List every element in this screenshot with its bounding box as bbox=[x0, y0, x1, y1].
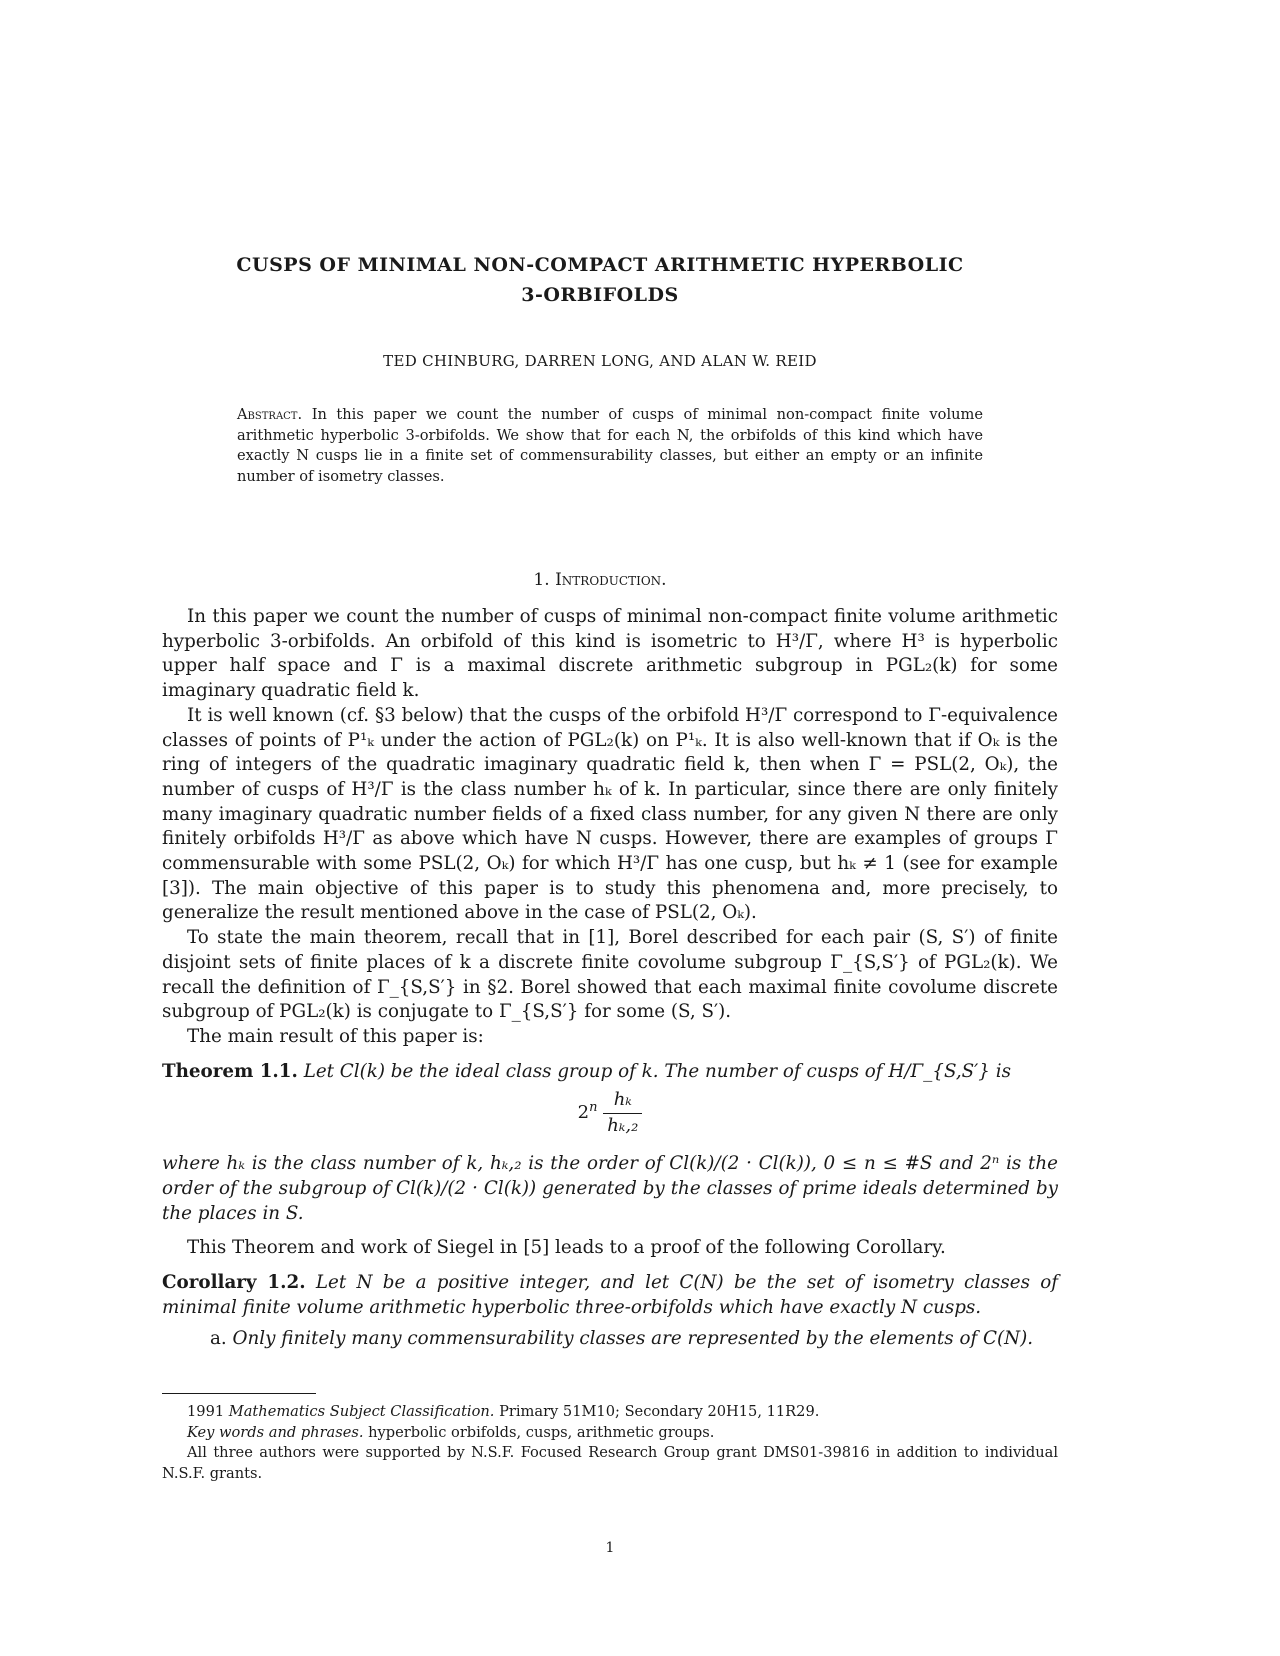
footnote-keywords-label: Key words and phrases. bbox=[187, 1423, 364, 1441]
footnote-keywords-text: hyperbolic orbifolds, cusps, arithmetic groups. bbox=[368, 1423, 715, 1441]
abstract-text: In this paper we count the number of cusps of minimal non-compact finite volume arithmetic hyperbolic 3-orbifolds. We show that for each N, the orbifolds of this kind which have exactly N cusps lie in a finite set of commensurability classes, but either an empty or an infinite number of isometry classes. bbox=[237, 406, 983, 485]
theorem-heading: Theorem 1.1. bbox=[162, 1060, 298, 1082]
paper-title bbox=[160, 250, 1040, 310]
item-a-label: a. bbox=[210, 1327, 227, 1349]
theorem-formula bbox=[162, 1088, 1058, 1146]
theorem-continuation: where hₖ is the class number of k, hₖ,₂ is the order of Cl(k)/(2 · Cl(k)), 0 ≤ n ≤ #S and 2ⁿ is the order of the subgroup of Cl(k)/(2 · Cl(k)) generated by the classes of prime ideals determined by the places in S. bbox=[162, 1153, 1058, 1224]
abstract-label: Abstract. bbox=[237, 406, 303, 423]
formula-fraction bbox=[603, 1088, 642, 1138]
footnote-msc-label: Mathematics Subject Classification. bbox=[228, 1403, 495, 1420]
page-number: 1 bbox=[605, 1540, 615, 1556]
footnote-msc-text: Primary 51M10; Secondary 20H15, 11R29. bbox=[499, 1403, 820, 1420]
corollary-text: Let N be a positive integer, and let C(N) be the set of isometry classes of minimal finite volume arithmetic hyperbolic three-orbifolds which have exactly N cusps. bbox=[162, 1272, 1059, 1318]
formula-exponent: n bbox=[589, 1100, 598, 1116]
formula-numerator: hₖ bbox=[603, 1088, 642, 1114]
footnote-support: All three authors were supported by N.S.F. Focused Research Group grant DMS01-39816 in addition to individual N.S.F. grants. bbox=[162, 1444, 1058, 1482]
theorem-statement bbox=[162, 1060, 1058, 1085]
corollary-heading: Corollary 1.2. bbox=[162, 1272, 306, 1294]
footnote-msc-year: 1991 bbox=[187, 1403, 225, 1420]
item-a-text: Only finitely many commensurability classes are represented by the elements of C(N). bbox=[232, 1327, 1034, 1349]
section-title: Introduction. bbox=[555, 570, 667, 590]
formula-base: 2 bbox=[577, 1102, 590, 1124]
paragraph-1: In this paper we count the number of cusps of minimal non-compact finite volume arithmetic hyperbolic 3-orbifolds. An orbifold of this kind is isometric to H³/Γ, where H³ is hyperbolic upper half space and Γ is a maximal discrete arithmetic subgroup in PGL₂(k) for some imaginary quadratic field k. bbox=[162, 606, 1058, 702]
section-number: 1. bbox=[533, 570, 550, 590]
title-line-2: 3-ORBIFOLDS bbox=[521, 284, 679, 306]
corollary-statement bbox=[162, 1271, 1058, 1320]
theorem-text: Let Cl(k) be the ideal class group of k. The number of cusps of H/Γ_{S,S′} is bbox=[303, 1060, 1011, 1082]
body-text bbox=[162, 605, 1058, 1351]
paragraph-3: To state the main theorem, recall that in [1], Borel described for each pair (S, S′) of finite disjoint sets of finite places of k a discrete finite covolume subgroup Γ_{S,S′} of PGL₂(k). We recall the definition of Γ_{S,S′} in §2. Borel showed that each maximal finite covolume discrete subgroup of PGL₂(k) is conjugate to Γ_{S,S′} for some (S, S′). bbox=[162, 927, 1058, 1023]
paragraph-5: This Theorem and work of Siegel in [5] leads to a proof of the following Corollary. bbox=[187, 1237, 946, 1259]
formula-denominator: hₖ,₂ bbox=[607, 1115, 639, 1137]
footnotes bbox=[162, 1402, 1058, 1484]
author-list: TED CHINBURG, DARREN LONG, AND ALAN W. REID bbox=[383, 352, 817, 370]
title-line-1: CUSPS OF MINIMAL NON-COMPACT ARITHMETIC HYPERBOLIC bbox=[236, 254, 964, 276]
footnote-rule bbox=[162, 1393, 316, 1394]
paragraph-4: The main result of this paper is: bbox=[187, 1025, 484, 1047]
corollary-item-a bbox=[162, 1327, 1058, 1352]
paragraph-2: It is well known (cf. §3 below) that the cusps of the orbifold H³/Γ correspond to Γ-equivalence classes of points of P¹ₖ under the action of PGL₂(k) on P¹ₖ. It is also well-known that if Oₖ is the ring of integers of the quadratic imaginary quadratic field k, then when Γ = PSL(2, Oₖ), the number of cusps of H³/Γ is the class number hₖ of k. In particular, since there are only finitely many imaginary quadratic number fields of a fixed class number, for any given N there are only finitely orbifolds H³/Γ as above which have N cusps. However, there are examples of groups Γ commensurable with some PSL(2, Oₖ) for which H³/Γ has one cusp, but hₖ ≠ 1 (see for example [3]). The main objective of this paper is to study this phenomena and, more precisely, to generalize the result mentioned above in the case of PSL(2, Oₖ). bbox=[162, 704, 1058, 924]
section-heading bbox=[160, 570, 1040, 590]
abstract bbox=[237, 405, 983, 487]
footnote-msc bbox=[162, 1402, 1058, 1423]
footnote-keywords bbox=[162, 1423, 1058, 1444]
